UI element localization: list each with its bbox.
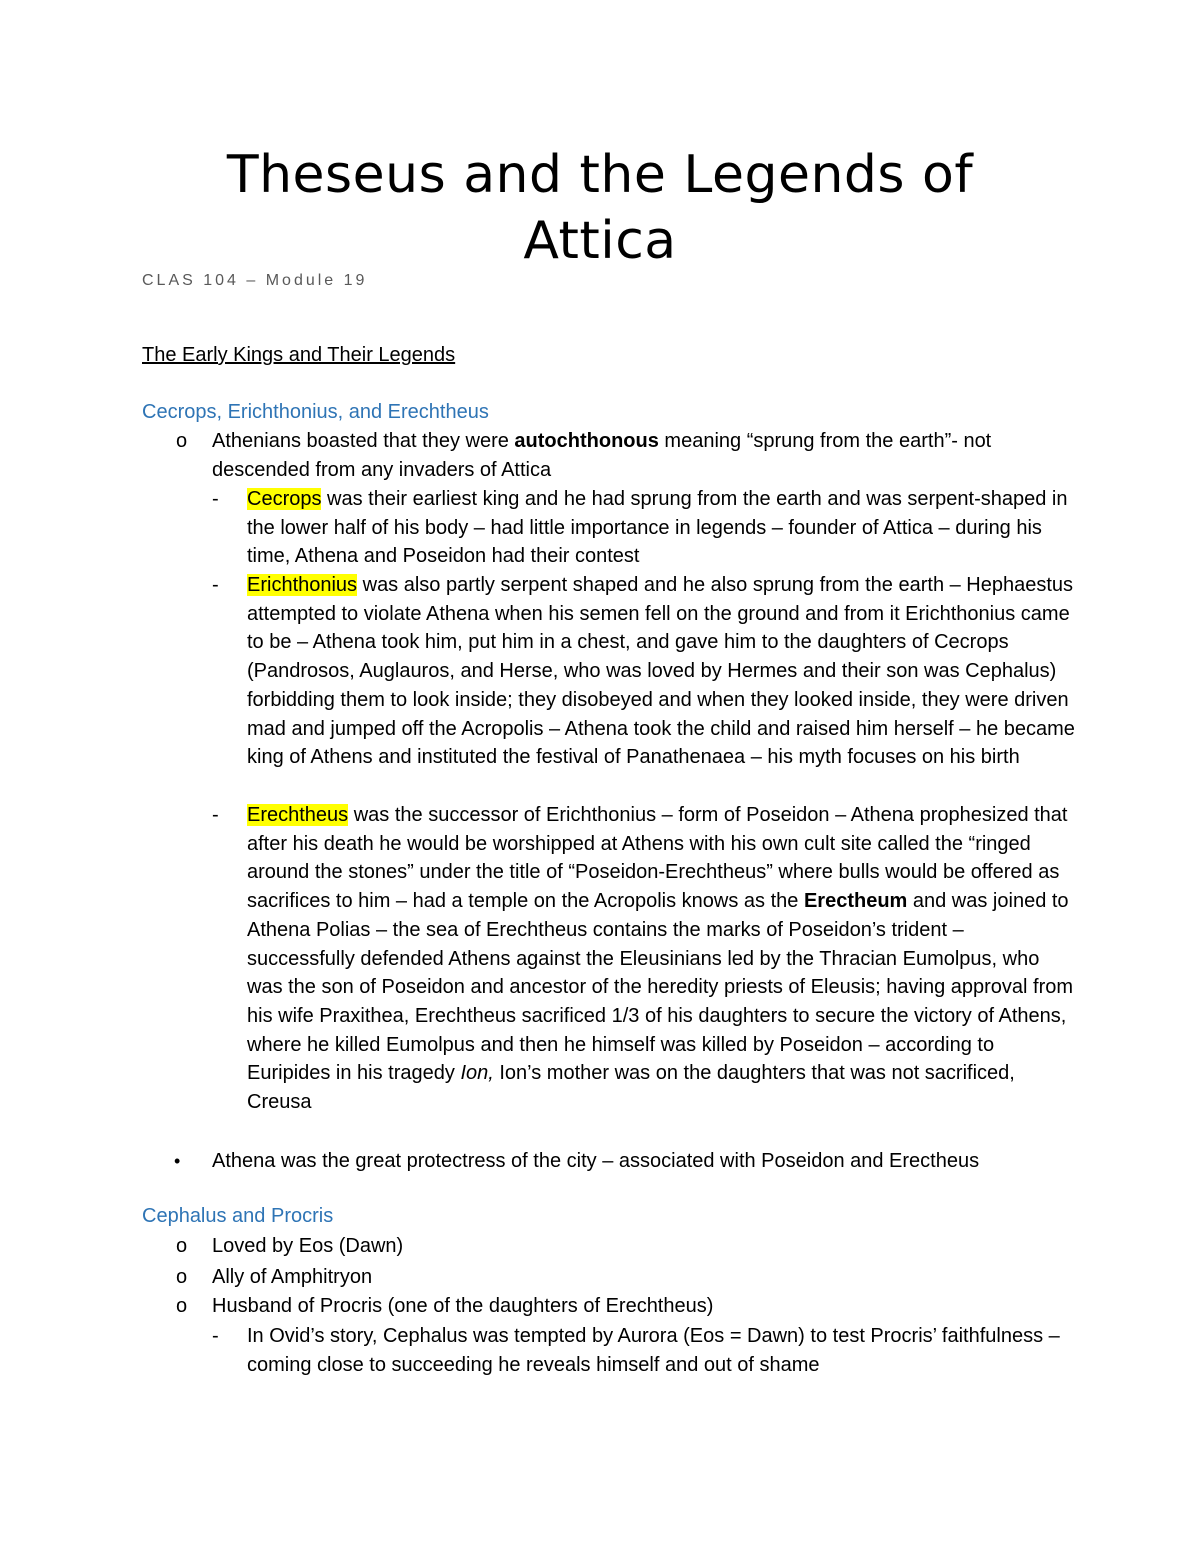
document-subtitle: CLAS 104 – Module 19 [142,272,368,289]
list-item-athena: Athena was the great protectress of the city – associated with Poseidon and Erectheus [212,1150,980,1172]
dash-marker: - [212,488,219,510]
text-segment: meaning “sprung from the earth”- not descended from any invaders of Attica [212,430,992,481]
document-title [0,142,1200,274]
highlighted-name-cecrops: Cecrops [247,488,322,510]
highlighted-name-erechtheus: Erechtheus [247,804,349,826]
text-segment: was also partly serpent shaped and he also sprung from the earth – Hephaestus attempted to violate Athena when his semen fell on the ground and from it Erichthonius came to be – Athena took him, put him in a chest, and gave him to the daughters of Cecrops (Pandrosos, Auglauros, and Herse, who was loved by Hermes and their son was Cephalus) forbidding them to look inside; they disobeyed and when they looked inside, they were driven mad and jumped off the Acropolis – Athena took the child and raised him herself – he became king of Athens and instituted the festival of Panathenaea – his myth focuses on his birth [247,574,1075,769]
bullet-marker: o [176,1295,188,1317]
subheading-cephalus: Cephalus and Procris [142,1205,334,1227]
text-segment: was their earliest king and he had sprung from the earth and was serpent-shaped in the lower half of his body – had little importance in legends – founder of Attica – during his time, Athena and Poseidon had their contest [247,488,1068,568]
bullet-marker: o [176,430,188,452]
list-item-ovid: In Ovid’s story, Cephalus was tempted by Aurora (Eos = Dawn) to test Procris’ faithfulness – coming close to succeeding he reveals himself and out of shame [247,1325,1060,1376]
list-item-eos: Loved by Eos (Dawn) [212,1235,404,1257]
list-item-procris: Husband of Procris (one of the daughters of Erechtheus) [212,1295,714,1317]
italic-title-ion: Ion, [460,1062,494,1085]
section-heading: The Early Kings and Their Legends [142,344,456,366]
bold-term-erectheum: Erectheum [803,890,908,913]
dash-marker: - [212,574,219,596]
text-segment: Athenians boasted that they were [212,430,515,452]
title-line-2: Attica [523,211,677,271]
bold-term-autochthonous: autochthonous [514,430,659,452]
dash-marker: - [212,1325,219,1347]
bullet-marker: o [176,1266,188,1288]
list-item-cecrops [247,485,1077,571]
list-item-amphitryon: Ally of Amphitryon [212,1266,373,1288]
dash-marker: - [212,804,219,826]
list-item-athenians [212,427,1072,484]
title-line-1: Theseus and the Legends of [226,145,974,205]
highlighted-name-erichthonius: Erichthonius [247,574,358,596]
list-item-erichthonius [247,571,1077,772]
round-bullet-marker: • [174,1151,181,1171]
text-segment: and was joined to Athena Polias – the sea of Erechtheus contains the marks of Poseidon’s trident – successfully defended Athens against the Eleusinians led by the Thracian Eumolpus, who was the son of Poseidon and ancestor of the heredity priests of Eleusis; having approval from his wife Praxithea, Erechtheus sacrificed 1/3 of his daughters to secure the victory of Athens, where he killed Eumolpus and then he himself was killed by Poseidon – according to Euripides in his tragedy [247,890,1074,1085]
text-segment: Ion’s mother was on the daughters that was not sacrificed, Creusa [247,1062,1015,1114]
list-item-erechtheus [247,801,1077,1117]
bullet-marker: o [176,1235,188,1257]
text-segment: was the successor of Erichthonius – form of Poseidon – Athena prophesized that after his death he would be worshipped at Athens with his own cult site called the “ringed around the stones” under the title of “Poseidon-Erechtheus” where bulls would be offered as sacrifices to him – had a temple on the Acropolis knows as the [247,804,1068,913]
subheading-cecrops: Cecrops, Erichthonius, and Erechtheus [142,401,489,423]
